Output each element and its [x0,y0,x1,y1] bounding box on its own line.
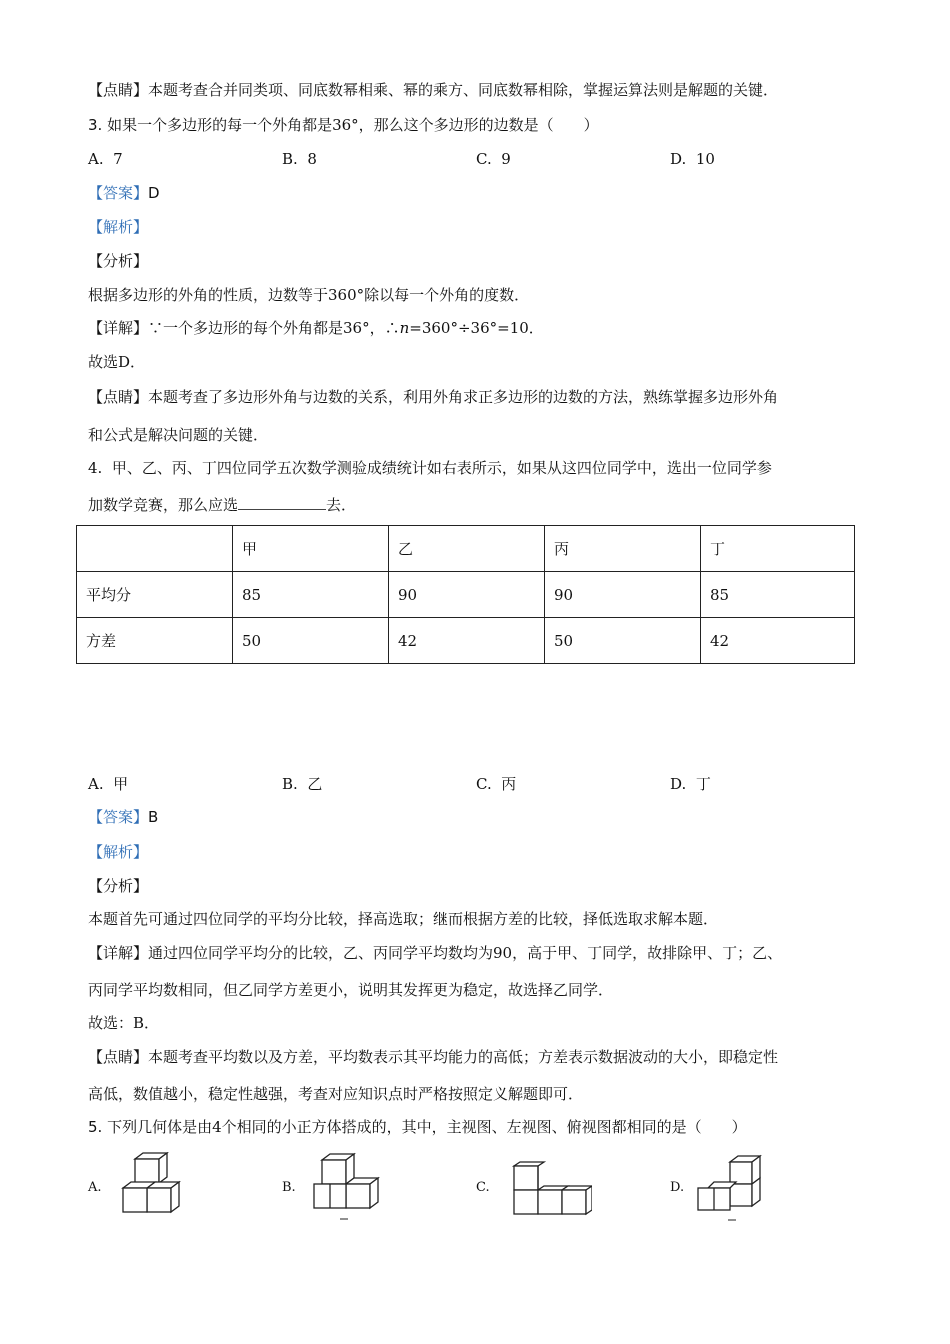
table-cell: 90 [389,572,545,618]
table-header-row [77,526,855,572]
q3-fenxi: 根据多边形的外角的性质，边数等于360°除以每一个外角的度数． [88,286,530,304]
table-cell: 85 [233,572,389,618]
q3-analysis-tag: 【解析】 [88,218,149,236]
q4-remark-line1: 【点睛】本题考查平均数以及方差，平均数表示其平均能力的高低；方差表示数据波动的大小，即稳定性 [88,1048,779,1066]
answer-blank [238,495,326,510]
table-row [77,618,855,664]
q4-remark-line2: 高低，数值越小，稳定性越强，考查对应知识点时严格按照定义解题即可． [88,1085,584,1103]
table-cell: 90 [545,572,701,618]
q5-option-d-label: D. [670,1180,685,1195]
q4-option-a: A. 甲 [88,775,129,793]
q4-stem-line1: 4. 甲、乙、丙、丁四位同学五次数学测验成绩统计如右表所示，如果从这四位同学中，选出一位同学参 [88,459,772,477]
table-row [77,572,855,618]
q4-analysis-tag: 【解析】 [88,843,149,861]
q4-detail-line2: 丙同学平均数相同，但乙同学方差更小，说明其发挥更为稳定，故选择乙同学． [88,981,614,999]
q3-option-d: D. 10 [670,150,715,168]
q3-detail: 【详解】∵一个多边形的每个外角都是36°，∴n=360°÷36°=10． [88,319,544,337]
score-table [76,525,855,664]
q5-option-a-label: A. [88,1180,102,1195]
q4-fenxi: 本题首先可通过四位同学的平均分比较，择高选取；继而根据方差的比较，择低选取求解本题． [88,910,719,928]
cube-figure-b [310,1150,384,1226]
q3-fenxi-tag: 【分析】 [88,252,149,270]
table-cell: 平均分 [77,572,233,618]
q4-answer: 【答案】B [88,808,159,826]
q3-answer: 【答案】D [88,184,160,202]
q4-option-b: B. 乙 [282,775,323,793]
table-cell: 85 [701,572,855,618]
q4-fenxi-tag: 【分析】 [88,877,149,895]
table-cell: 甲 [233,526,389,572]
q4-stem-line2: 加数学竞赛，那么应选 去． [88,496,357,514]
table-cell: 50 [545,618,701,664]
cube-figure-a [118,1152,188,1218]
q4-choose: 故选：B． [88,1014,160,1032]
q3-remark-line1: 【点睛】本题考查了多边形外角与边数的关系，利用外角求正多边形的边数的方法，熟练掌握多边形外角 [88,388,779,406]
q4-option-d: D. 丁 [670,775,711,793]
cube-figure-c [508,1160,592,1218]
cube-figure-d [694,1152,770,1226]
table-cell: 丁 [701,526,855,572]
table-cell: 方差 [77,618,233,664]
table-cell: 42 [389,618,545,664]
table-cell: 42 [701,618,855,664]
table-cell: 丙 [545,526,701,572]
q4-detail-line1: 【详解】通过四位同学平均分的比较，乙、丙同学平均数均为90，高于甲、丁同学，故排除甲、丁；乙、 [88,944,783,962]
table-cell: 50 [233,618,389,664]
table-cell: 乙 [389,526,545,572]
q4-option-c: C. 丙 [476,775,517,793]
q3-option-b: B. 8 [282,150,317,168]
q3-stem: 3. 如果一个多边形的每一个外角都是36°，那么这个多边形的边数是（ ） [88,116,599,134]
q5-option-b-label: B. [282,1180,296,1195]
q3-option-a: A. 7 [88,150,123,168]
q3-remark-line2: 和公式是解决问题的关键． [88,426,269,444]
q5-option-c-label: C. [476,1180,490,1195]
q5-stem: 5. 下列几何体是由4个相同的小正方体搭成的，其中，主视图、左视图、俯视图都相同的是（ ） [88,1118,747,1136]
q2-remark: 【点睛】本题考查合并同类项、同底数幂相乘、幂的乘方、同底数幂相除，掌握运算法则是解题的关键． [88,81,779,99]
table-cell [77,526,233,572]
q3-option-c: C. 9 [476,150,511,168]
q3-choose: 故选D． [88,353,146,371]
